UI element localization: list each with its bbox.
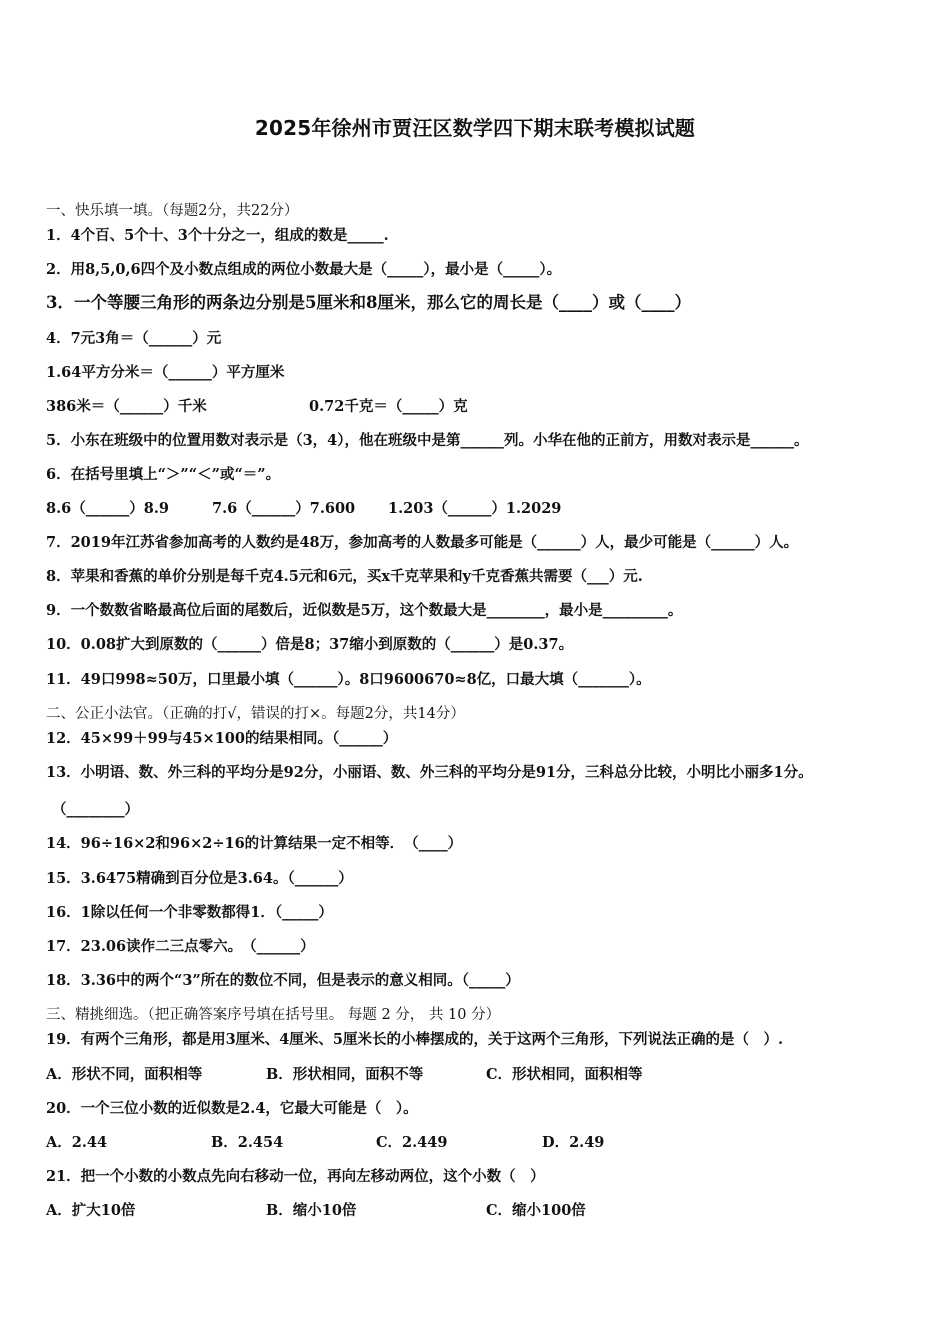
question-4c-right: 0.72千克＝（_____）克 <box>309 398 468 415</box>
option-19b: B．形状相同，面积不等 <box>266 1066 424 1083</box>
question-11: 11．49口998≈50万，口里最小填（______）。8口9600670≈8亿，口最大填（_______）。 <box>46 671 651 688</box>
question-8: 8．苹果和香蕉的单价分别是每千克4.5元和6元，买x千克苹果和y千克香蕉共需要（___）元. <box>46 568 643 585</box>
question-19: 19．有两个三角形，都是用3厘米、4厘米、5厘米长的小棒摆成的，关于这两个三角形，下列说法正确的是（ ）. <box>46 1031 783 1048</box>
question-4b: 1.64平方分米＝（______）平方厘米 <box>46 364 285 381</box>
question-14: 14．96÷16×2和96×2÷16的计算结果一定不相等． （____） <box>46 835 463 852</box>
question-16: 16．1除以任何一个非零数都得1．（_____） <box>46 904 333 921</box>
option-21c: C．缩小100倍 <box>486 1202 586 1219</box>
question-12: 12．45×99＋99与45×100的结果相同。（______） <box>46 730 398 747</box>
question-17: 17．23.06读作二三点零六。 （______） <box>46 938 315 955</box>
option-20b: B．2.454 <box>211 1134 284 1151</box>
question-9: 9．一个数数省略最高位后面的尾数后，近似数是5万，这个数最大是________，最小是_________。 <box>46 602 683 619</box>
question-4a: 4．7元3角＝（______）元 <box>46 330 222 347</box>
section-1-header: 一、快乐填一填。（每题2分，共22分） <box>46 203 299 219</box>
section-3-header: 三、精挑细选。（把正确答案序号填在括号里。 每题 2 分， 共 10 分） <box>46 1007 501 1023</box>
option-21a: A．扩大10倍 <box>46 1202 136 1219</box>
question-4c-left: 386米＝（______）千米 <box>46 398 207 415</box>
question-6b: 7.6（______）7.600 <box>212 500 356 517</box>
option-20c: C．2.449 <box>376 1134 448 1151</box>
question-6a: 8.6（______）8.9 <box>46 500 169 517</box>
question-7: 7．2019年江苏省参加高考的人数约是48万，参加高考的人数最多可能是（______）人，最少可能是（______）人。 <box>46 534 799 551</box>
question-2: 2．用8,5,0,6四个及小数点组成的两位小数最大是（_____），最小是（_____）。 <box>46 261 562 278</box>
option-19c: C．形状相同，面积相等 <box>486 1066 643 1083</box>
page-title: 2025年徐州市贾汪区数学四下期末联考模拟试题 <box>254 116 696 140</box>
question-13-answer: （________） <box>52 801 139 818</box>
question-18: 18．3.36中的两个“3”所在的数位不同，但是表示的意义相同。（_____） <box>46 972 520 989</box>
question-10: 10．0.08扩大到原数的（______）倍是8；37缩小到原数的（______）是0.37。 <box>46 636 574 653</box>
question-1: 1．4个百、5个十、3个十分之一，组成的数是_____. <box>46 227 389 244</box>
option-20d: D．2.49 <box>542 1134 605 1151</box>
question-6c: 1.203（______）1.2029 <box>388 500 562 517</box>
question-15: 15．3.6475精确到百分位是3.64。（______） <box>46 870 353 887</box>
question-3: 3．一个等腰三角形的两条边分别是5厘米和8厘米，那么它的周长是（____）或（____） <box>46 293 691 312</box>
option-20a: A．2.44 <box>46 1134 108 1151</box>
question-13: 13．小明语、数、外三科的平均分是92分，小丽语、数、外三科的平均分是91分，三科总分比较，小明比小丽多1分。 <box>46 764 813 781</box>
question-20: 20．一个三位小数的近似数是2.4，它最大可能是（ ）。 <box>46 1100 418 1117</box>
question-6: 6．在括号里填上“＞”“＜”或“＝”。 <box>46 466 281 483</box>
option-19a: A．形状不同，面积相等 <box>46 1066 203 1083</box>
option-21b: B．缩小10倍 <box>266 1202 357 1219</box>
section-2-header: 二、公正小法官。（正确的打√，错误的打×。每题2分，共14分） <box>46 706 465 722</box>
question-21: 21．把一个小数的小数点先向右移动一位，再向左移动两位，这个小数（ ） <box>46 1168 545 1185</box>
question-5: 5．小东在班级中的位置用数对表示是（3，4），他在班级中是第______列。小华在他的正前方，用数对表示是______。 <box>46 432 809 449</box>
